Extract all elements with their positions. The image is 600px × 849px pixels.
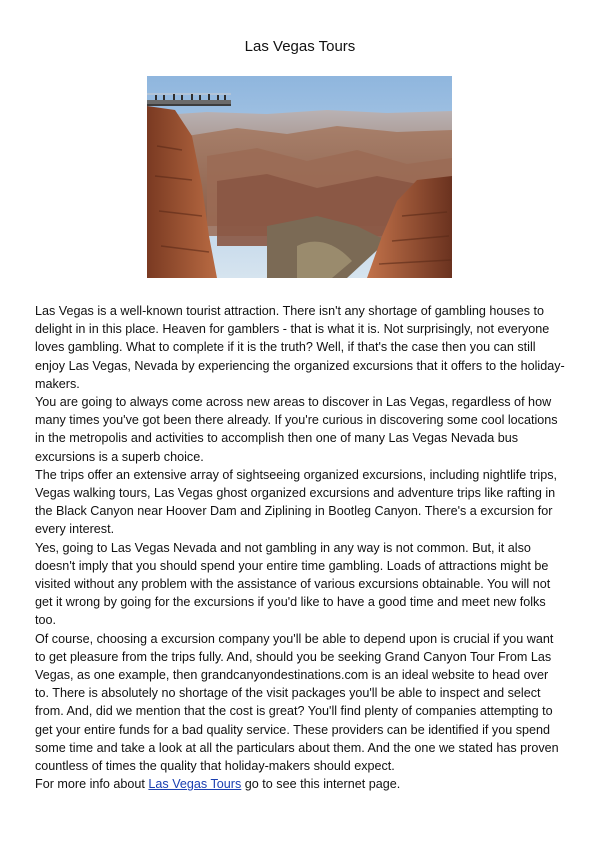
paragraph: Yes, going to Las Vegas Nevada and not gambling in any way is not common. But, it also doesn't imply that you should spend your entire time gambling. Loads of attractions might be visited without any problem with the assistance of various excursions obtainable. You will not get it wrong by going for the excursions if you'd like to have a good time and meet new folks too. [35, 540, 551, 628]
paragraph: Las Vegas is a well-known tourist attraction. There isn't any shortage of gambling houses to delight in in this place. Heaven for gamblers - that is what it is. Not surprisingly, not everyone loves gambling. What to complete if it is the truth? Well, if that's the case then you can still enjoy Las Vegas, Nevada by experiencing the organized excursions that it offers to the holiday-makers. [35, 304, 565, 391]
closing-paragraph [35, 775, 565, 793]
paragraph: You are going to always come across new areas to discover in Las Vegas, regardless of how many times you've got been there already. If you're curious in discovering some cool locations in the metropolis and activities to accomplish then one of many Las Vegas Nevada bus excursions is a superb choice. [35, 395, 558, 464]
document-title: Las Vegas Tours [244, 38, 356, 55]
las-vegas-tours-link[interactable]: Las Vegas Tours [148, 777, 242, 792]
grand-canyon-skywalk-photo [147, 76, 452, 278]
paragraph: The trips offer an extensive array of sightseeing organized excursions, including nightlife trips, Vegas walking tours, Las Vegas ghost organized excursions and adventure trips like rafting in the Black Canyon near Hoover Dam and Ziplining in Bootleg Canyon. There's a excursion for every interest. [35, 467, 557, 537]
article-body [35, 302, 565, 793]
closing-text-after: go to see this internet page. [241, 777, 401, 792]
closing-text-before: For more info about [35, 777, 149, 792]
paragraph: Of course, choosing a excursion company you'll be able to depend upon is crucial if you want to get pleasure from the trips fully. And, should you be seeking Grand Canyon Tour From Las Vegas, as one example, then grandcanyondestinations.com is an ideal website to head over to. There is absolutely no shortage of the visit packages you'll be able to inspect and select from. And, did we mention that the cost is great? You'll find plenty of companies attempting to get your entire funds for a bad quality service. These providers can be identified if you spend some time and take a look at all the particulars about them. And the one we stated has proven countless of times the quality that holiday-makers should expect. [35, 631, 559, 774]
